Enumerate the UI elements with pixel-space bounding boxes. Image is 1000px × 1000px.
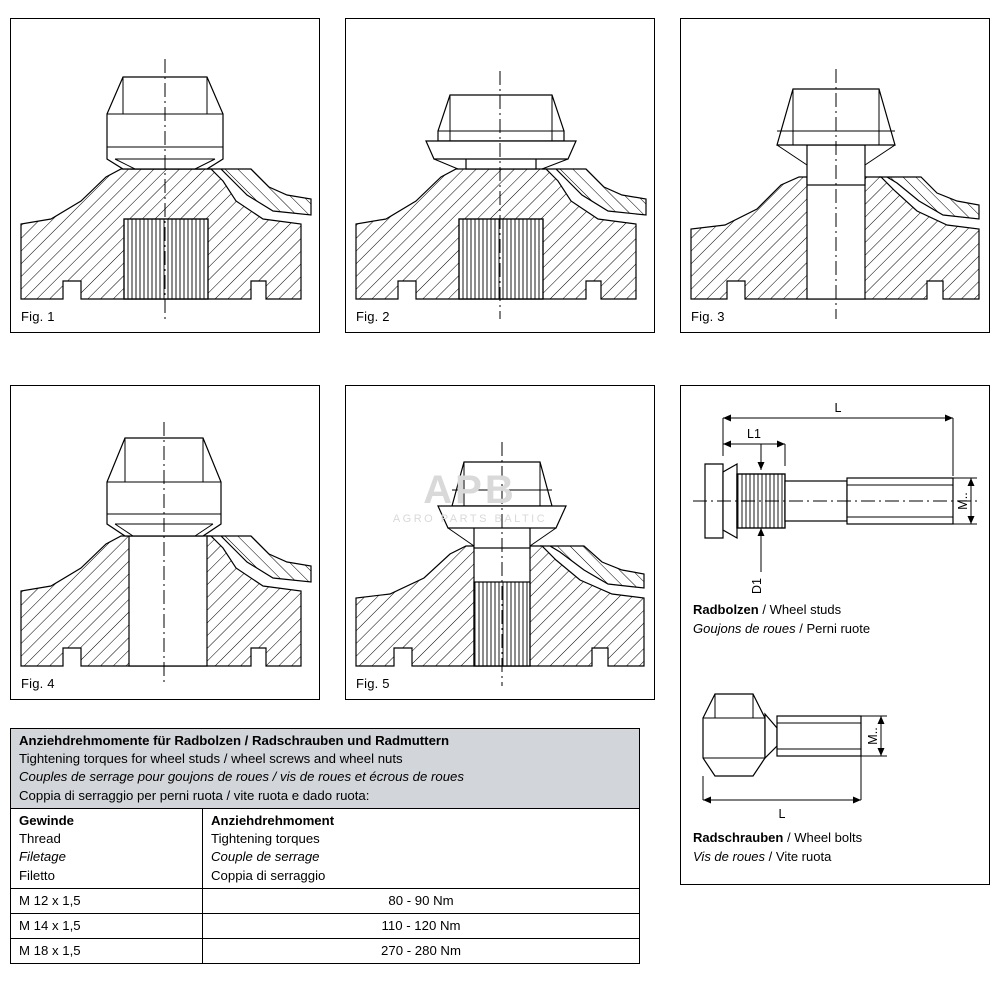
table-title-it: Coppia di serraggio per perni ruota / vite ruota e dado ruota: — [19, 787, 370, 803]
table-header-row — [11, 729, 640, 809]
dim-label-M-bolt: M.. — [866, 727, 880, 745]
table-title-de: Anziehdrehmomente für Radbolzen / Radschrauben und Radmuttern — [19, 733, 450, 748]
fig2-drawing — [346, 19, 654, 332]
col2-it: Coppia di serraggio — [211, 867, 326, 883]
dim-label-M-stud: M.. — [956, 492, 970, 510]
fig5-drawing — [346, 386, 654, 699]
col1-it: Filetto — [19, 867, 55, 883]
figure-panel-fig1 — [10, 18, 320, 333]
fig-label-fig2: Fig. 2 — [356, 309, 390, 324]
col1-fr: Filetage — [19, 849, 66, 865]
fig-label-fig5: Fig. 5 — [356, 676, 390, 691]
table-title-fr: Couples de serrage pour goujons de roues / vis de roues et écrous de roues — [19, 769, 464, 785]
caption-de-bolt: Radschrauben — [693, 830, 784, 845]
dimension-panel — [680, 385, 990, 885]
table-row — [11, 888, 640, 913]
caption-it-bolt: Vite ruota — [775, 848, 832, 864]
table-row — [11, 913, 640, 938]
column-header-thread — [11, 808, 203, 888]
caption-fr-stud: Goujons de roues — [693, 620, 796, 636]
figure-panel-fig4 — [10, 385, 320, 700]
dim-label-L1-stud: L1 — [747, 427, 761, 441]
dim-label-L-stud: L — [834, 401, 842, 415]
caption-en-bolt: Wheel bolts — [794, 830, 863, 845]
col2-en: Tightening torques — [211, 831, 320, 847]
torque-table — [10, 728, 640, 964]
column-header-torque — [203, 808, 640, 888]
caption-sep-1: / — [762, 602, 766, 617]
watermark-subtitle: AGRO PARTS BALTIC — [392, 513, 548, 525]
watermark-logo-text: APB — [423, 468, 517, 512]
caption-sep-4: / — [768, 848, 773, 864]
figure-panel-fig3 — [680, 18, 990, 333]
fig1-drawing — [11, 19, 319, 332]
fig3-drawing — [681, 19, 989, 332]
cell-thread: M 14 x 1,5 — [11, 913, 203, 938]
caption-it-stud: Perni ruote — [806, 620, 871, 636]
cell-torque: 80 - 90 Nm — [203, 888, 640, 913]
col2-de: Anziehdrehmoment — [211, 812, 335, 828]
figure-panel-fig5 — [345, 385, 655, 700]
col1-de: Gewinde — [19, 812, 74, 828]
table-title-cell — [11, 729, 640, 809]
cell-thread: M 18 x 1,5 — [11, 939, 203, 964]
table-title-en: Tightening torques for wheel studs / wheel screws and wheel nuts — [19, 751, 403, 767]
fig-label-fig4: Fig. 4 — [21, 676, 55, 691]
cell-torque: 110 - 120 Nm — [203, 913, 640, 938]
table-column-header-row — [11, 808, 640, 888]
wheel-bolt-caption — [693, 829, 862, 867]
wheel-bolt-drawing — [681, 684, 989, 834]
wheel-stud-caption — [693, 601, 870, 639]
col1-en: Thread — [19, 831, 61, 847]
caption-sep-2: / — [799, 620, 803, 636]
caption-fr-bolt: Vis de roues — [693, 848, 766, 864]
caption-sep-3: / — [786, 830, 791, 845]
fig4-drawing — [11, 386, 319, 699]
caption-de-stud: Radbolzen — [693, 602, 759, 617]
col2-fr: Couple de serrage — [211, 849, 320, 865]
wheel-stud-drawing — [681, 386, 989, 601]
caption-en-stud: Wheel studs — [769, 602, 842, 617]
dim-label-D1-stud: D1 — [750, 578, 764, 594]
fig-label-fig1: Fig. 1 — [21, 309, 55, 324]
fig-label-fig3: Fig. 3 — [691, 309, 725, 324]
cell-thread: M 12 x 1,5 — [11, 888, 203, 913]
dim-label-L-bolt: L — [778, 807, 786, 821]
table-row — [11, 939, 640, 964]
cell-torque: 270 - 280 Nm — [203, 939, 640, 964]
figure-panel-fig2 — [345, 18, 655, 333]
